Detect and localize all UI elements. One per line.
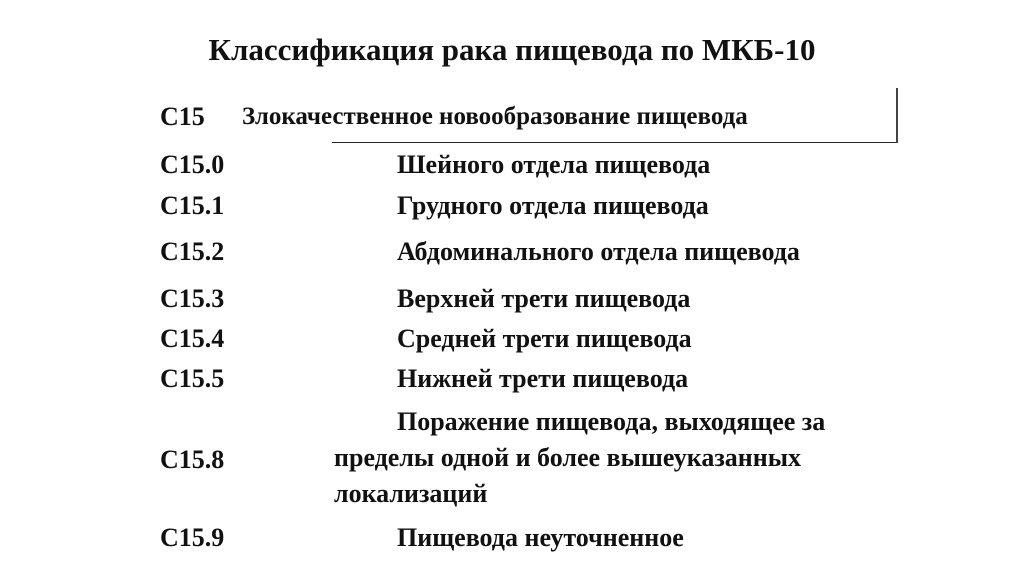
row-code-c15-5: C15.5 <box>160 364 225 393</box>
row-desc-c15-3: Верхней трети пищевода <box>397 284 691 313</box>
row-desc-c15-2: Абдоминального отдела пищевода <box>397 237 800 266</box>
header-code: C15 <box>160 102 205 131</box>
row-desc-c15-8-line-2: пределы одной и более вышеуказанных <box>334 443 802 472</box>
row-desc-c15-4: Средней трети пищевода <box>397 324 692 353</box>
row-desc-c15-0: Шейного отдела пищевода <box>397 150 711 179</box>
row-code-c15-9: C15.9 <box>160 523 225 552</box>
page-title: Классификация рака пищевода по МКБ-10 <box>208 32 816 67</box>
row-code-c15-4: C15.4 <box>160 324 225 353</box>
row-code-c15-1: C15.1 <box>160 191 225 220</box>
row-desc-c15-9: Пищевода неуточненное <box>397 523 684 552</box>
row-desc-c15-8-line-1: Поражение пищевода, выходящее за <box>397 407 826 436</box>
header-underline <box>332 142 898 143</box>
row-desc-c15-8 <box>334 404 904 512</box>
row-code-c15-2: C15.2 <box>160 237 225 266</box>
row-code-c15-0: C15.0 <box>160 150 225 179</box>
row-desc-c15-8-line-3: локализаций <box>334 479 488 508</box>
row-desc-c15-1: Грудного отдела пищевода <box>397 191 709 220</box>
header-description: Злокачественное новообразование пищевода <box>242 103 748 130</box>
row-code-c15-3: C15.3 <box>160 284 225 313</box>
header-vertical-rule <box>896 88 898 143</box>
row-desc-c15-5: Нижней трети пищевода <box>397 364 689 393</box>
row-code-c15-8: C15.8 <box>160 445 225 474</box>
